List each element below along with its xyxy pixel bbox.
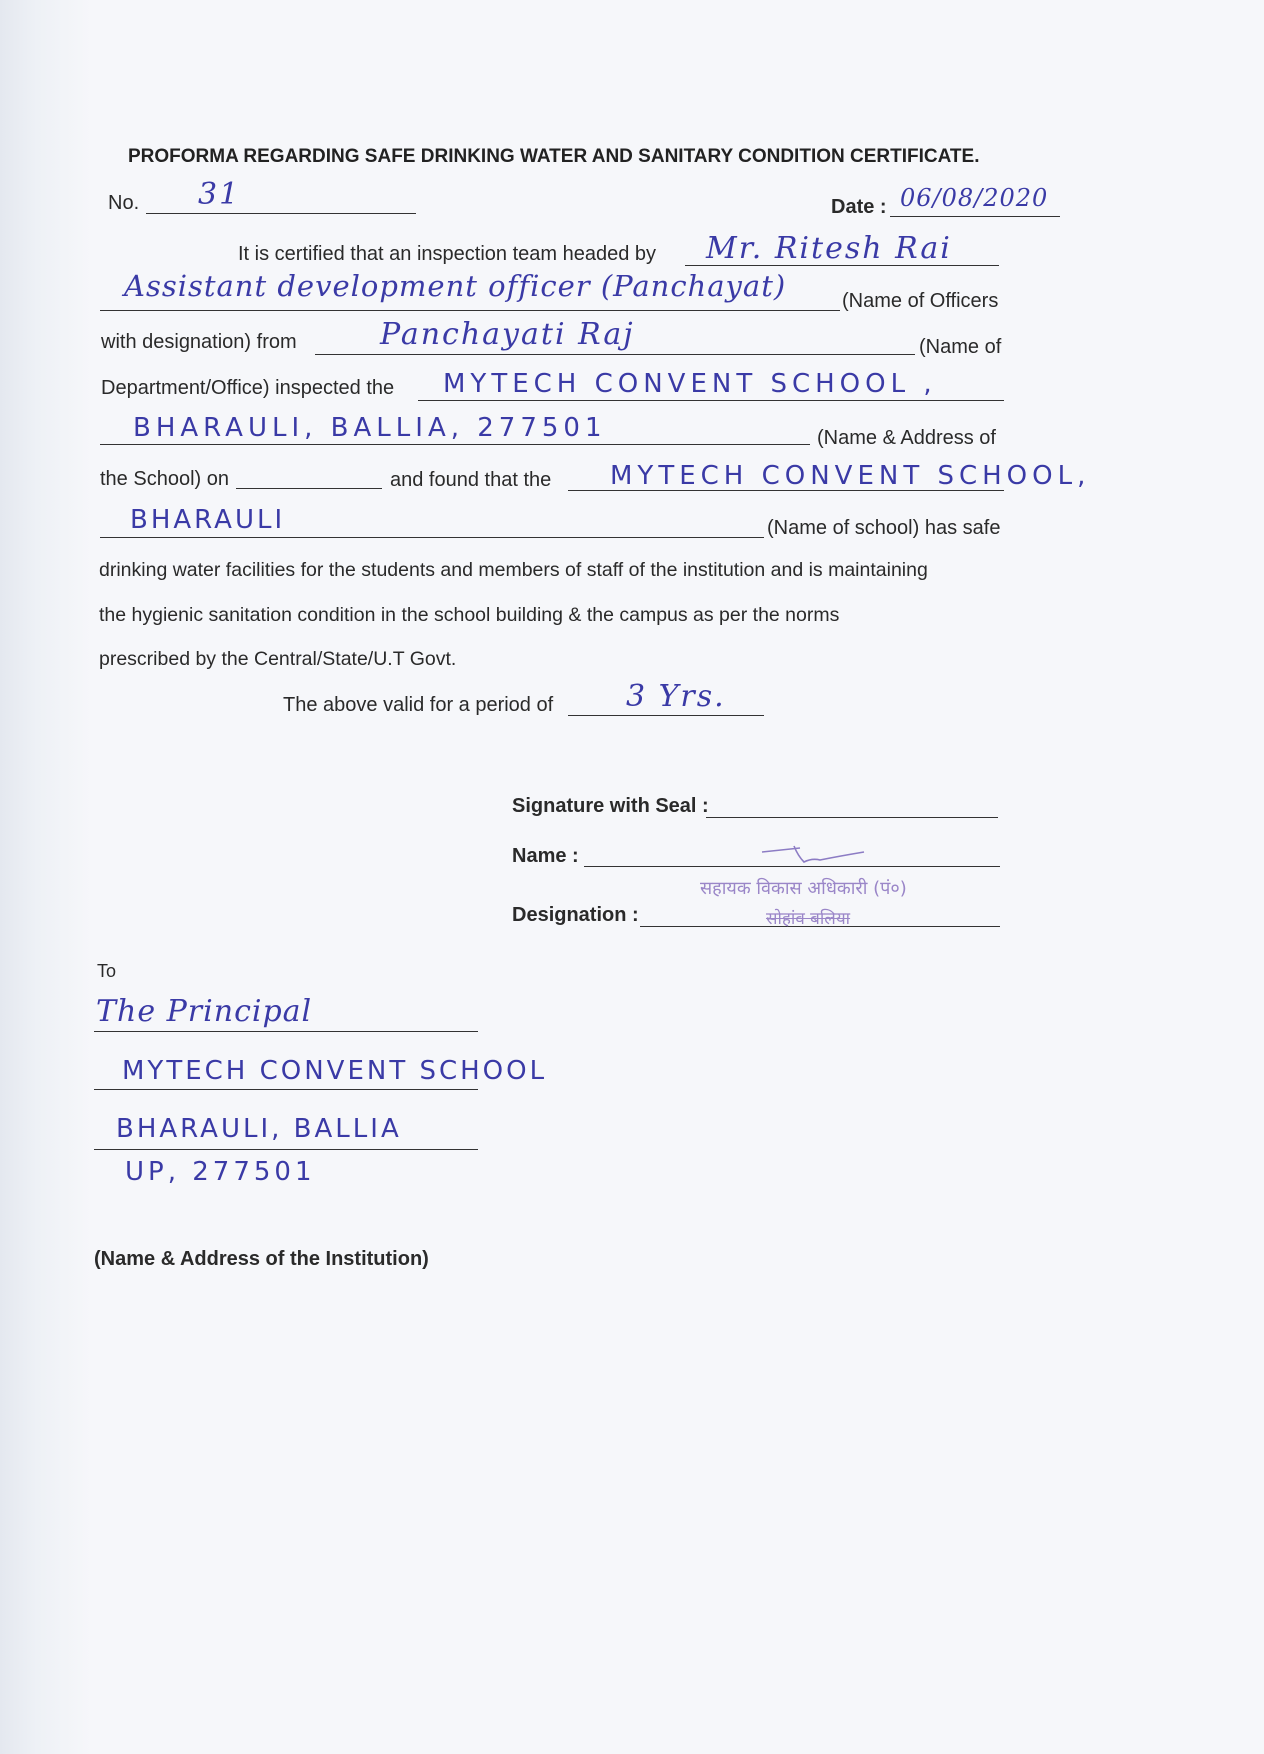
- scan-edge: [0, 0, 92, 1754]
- address-line-2: MYTECH CONVENT SCHOOL: [122, 1056, 548, 1086]
- address-line-1-rule: [94, 1031, 478, 1032]
- address-line-2-rule: [94, 1089, 478, 1090]
- school-inspected-value: MYTECH CONVENT SCHOOL ,: [443, 369, 937, 399]
- department-line: [315, 354, 915, 355]
- signature-mark: [760, 842, 880, 872]
- designation-line: [100, 310, 840, 311]
- address-line-3: BHARAULI, BALLIA: [116, 1114, 402, 1144]
- school-name-value: MYTECH CONVENT SCHOOL,: [610, 461, 1091, 491]
- name-officers-label: (Name of Officers: [842, 290, 999, 312]
- body-line-3: prescribed by the Central/State/U.T Govt.: [99, 648, 457, 670]
- designation-label: Designation :: [512, 904, 639, 926]
- with-designation-text: with designation) from: [101, 331, 297, 353]
- stamp-line-2: सोहांव बलिया: [766, 909, 851, 929]
- number-label: No.: [108, 192, 140, 214]
- valid-period-line: [568, 715, 764, 716]
- address-line-3-rule: [94, 1149, 478, 1150]
- school-address-value: BHARAULI, BALLIA, 277501: [133, 413, 607, 443]
- name-of-label: (Name of: [919, 336, 1002, 358]
- address-line-4: UP, 277501: [125, 1157, 316, 1187]
- headed-by-value: Mr. Ritesh Rai: [706, 231, 952, 266]
- signature-label: Signature with Seal :: [512, 795, 709, 817]
- inspection-date-line: [236, 488, 382, 489]
- document-title: PROFORMA REGARDING SAFE DRINKING WATER AND SANITARY CONDITION CERTIFICATE.: [128, 146, 980, 167]
- name-address-label: (Name & Address of: [817, 427, 996, 449]
- date-line: [890, 216, 1060, 217]
- stamp-line-1: सहायक विकास अधिकारी (पं०): [700, 878, 907, 899]
- name-school-label: (Name of school) has safe: [767, 517, 1001, 539]
- certificate-number: 31: [198, 177, 241, 212]
- valid-period-value: 3 Yrs.: [626, 679, 726, 714]
- signature-line: [706, 817, 998, 818]
- school-inspected-line: [418, 400, 1004, 401]
- school-name-value-2: BHARAULI: [130, 505, 286, 535]
- name-label: Name :: [512, 845, 579, 867]
- valid-period-text: The above valid for a period of: [283, 694, 554, 716]
- to-label: To: [97, 961, 117, 981]
- institution-label: (Name & Address of the Institution): [94, 1248, 429, 1270]
- certified-text: It is certified that an inspection team headed by: [238, 243, 657, 265]
- number-line: [146, 213, 416, 214]
- body-line-2: the hygienic sanitation condition in the school building & the campus as per the norms: [99, 604, 840, 626]
- address-line-1: The Principal: [96, 994, 313, 1029]
- body-line-1: drinking water facilities for the students and members of staff of the institution and is maintaining: [99, 559, 928, 581]
- found-that-text: and found that the: [390, 469, 552, 491]
- date-value: 06/08/2020: [900, 184, 1049, 212]
- department-inspected-text: Department/Office) inspected the: [101, 377, 395, 399]
- date-label: Date :: [831, 196, 887, 218]
- school-name-line-2: [100, 537, 764, 538]
- department-value: Panchayati Raj: [380, 317, 635, 352]
- designation-value: Assistant development officer (Panchayat): [124, 269, 787, 303]
- school-on-text: the School) on: [100, 468, 229, 490]
- school-address-line: [100, 444, 810, 445]
